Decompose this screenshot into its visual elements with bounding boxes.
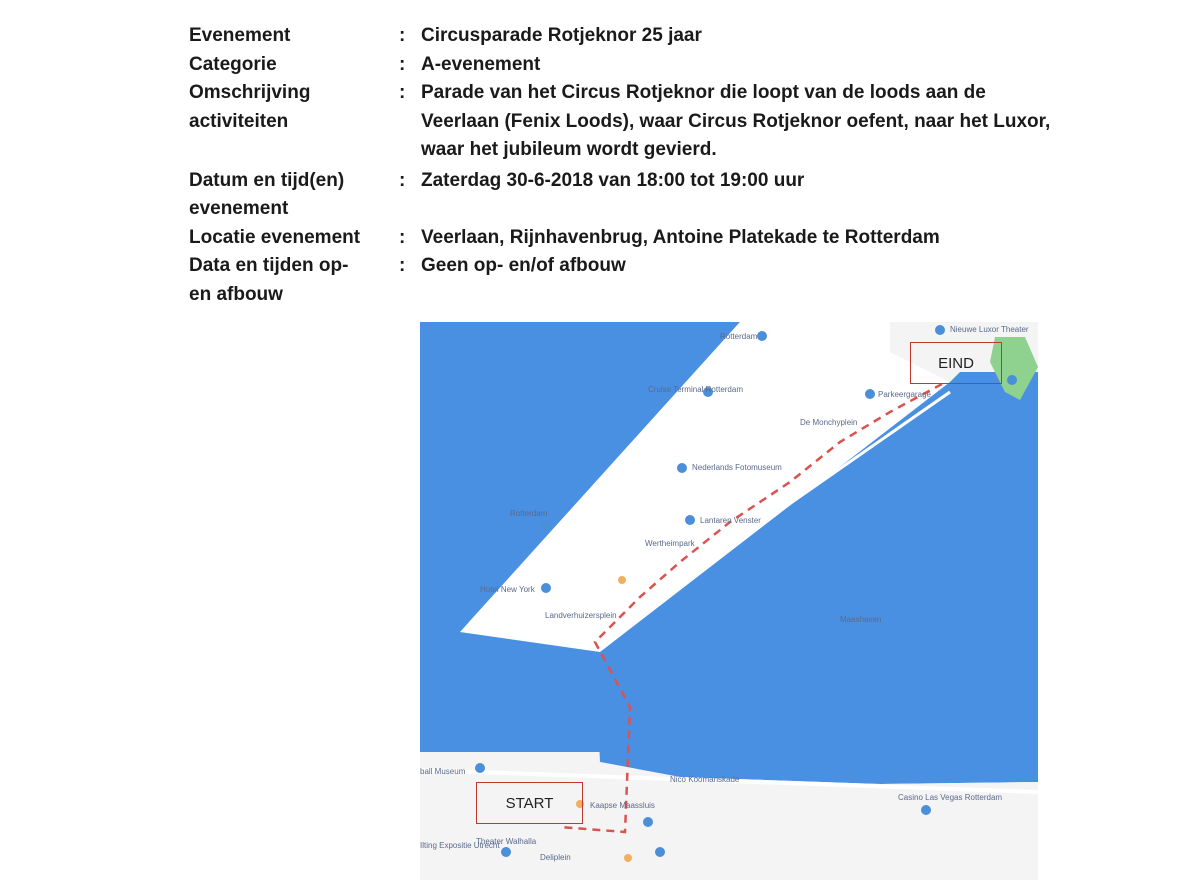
map-pin-icon — [475, 763, 485, 773]
map-pin-icon — [935, 325, 945, 335]
map-pin-icon — [541, 583, 551, 593]
info-value: Geen op- en/of afbouw — [421, 255, 626, 276]
info-label: Evenement — [189, 25, 291, 46]
info-label: Locatie evenement — [189, 226, 361, 248]
map-pin-icon — [655, 847, 665, 857]
info-label: Categorie — [189, 53, 277, 75]
place-label: De Monchyplein — [800, 418, 858, 427]
info-colon: : — [399, 255, 406, 276]
map-pin-icon — [501, 847, 511, 857]
place-label: Maashaven — [840, 615, 882, 624]
map-pin-icon — [677, 463, 687, 473]
map-pin-icon — [643, 817, 653, 827]
map-pin-icon — [685, 515, 695, 525]
place-label: Rotterdam — [720, 332, 758, 341]
place-label: Rotterdam — [510, 509, 548, 518]
info-value: Parade van het Circus Rotjeknor die loopt van de loods aan de Veerlaan (Fenix Loods), waar Circus Rotjeknor oefent, naar het Luxor, waar het jubileum wordt gevierd. — [421, 82, 1051, 160]
end-marker-label: EIND — [910, 342, 1002, 384]
info-label: Data en tijden op- en afbouw — [189, 255, 349, 305]
place-label: Parkeergarage — [878, 390, 931, 399]
place-label: Casino Las Vegas Rotterdam — [898, 793, 1003, 802]
place-label: Cruise Terminal Rotterdam — [648, 385, 743, 394]
info-value: Veerlaan, Rijnhavenbrug, Antoine Platekade te Rotterdam — [421, 226, 940, 248]
map-pin-icon — [1007, 375, 1017, 385]
info-colon: : — [399, 25, 406, 46]
place-label: Hotel New York — [480, 585, 535, 594]
info-colon: : — [399, 226, 406, 248]
map-poi-icon — [618, 576, 626, 584]
place-label: Nieuwe Luxor Theater — [950, 325, 1029, 334]
info-colon: : — [399, 53, 406, 75]
event-info-table — [189, 22, 1069, 309]
map-pin-icon — [921, 805, 931, 815]
place-label: Ilting Expositie Utrecht — [420, 841, 500, 850]
info-row-evenement — [189, 22, 1069, 51]
place-label: Theater Walhalla — [476, 837, 537, 846]
route-map — [420, 322, 1038, 880]
info-row-categorie — [189, 51, 1069, 80]
start-marker-label: START — [476, 782, 583, 824]
info-colon: : — [399, 82, 406, 103]
map-pin-icon — [541, 521, 551, 531]
map-pin-icon — [865, 389, 875, 399]
info-label: Omschrijving activiteiten — [189, 82, 311, 132]
info-colon: : — [399, 169, 406, 191]
place-label: ball Museum — [420, 767, 466, 776]
info-row-datum — [189, 167, 1069, 224]
info-value: Zaterdag 30-6-2018 van 18:00 tot 19:00 uur — [421, 169, 805, 191]
place-label: Nico Koomanskade — [670, 775, 740, 784]
info-value: Circusparade Rotjeknor 25 jaar — [421, 25, 702, 46]
place-label: Landverhuizersplein — [545, 611, 617, 620]
map-pin-icon — [757, 331, 767, 341]
info-row-locatie — [189, 224, 1069, 253]
map-poi-icon — [624, 854, 632, 862]
info-label: Datum en tijd(en) evenement — [189, 169, 345, 219]
info-row-omschrijving — [189, 79, 1069, 165]
place-label: Wertheimpark — [645, 539, 695, 548]
place-label: Kaapse Maassluis — [590, 801, 655, 810]
place-label: Lantaren Venster — [700, 516, 761, 525]
place-label: Nederlands Fotomuseum — [692, 463, 782, 472]
info-value: A-evenement — [421, 53, 541, 75]
info-row-opbouw — [189, 252, 1069, 309]
place-label: Deliplein — [540, 853, 571, 862]
